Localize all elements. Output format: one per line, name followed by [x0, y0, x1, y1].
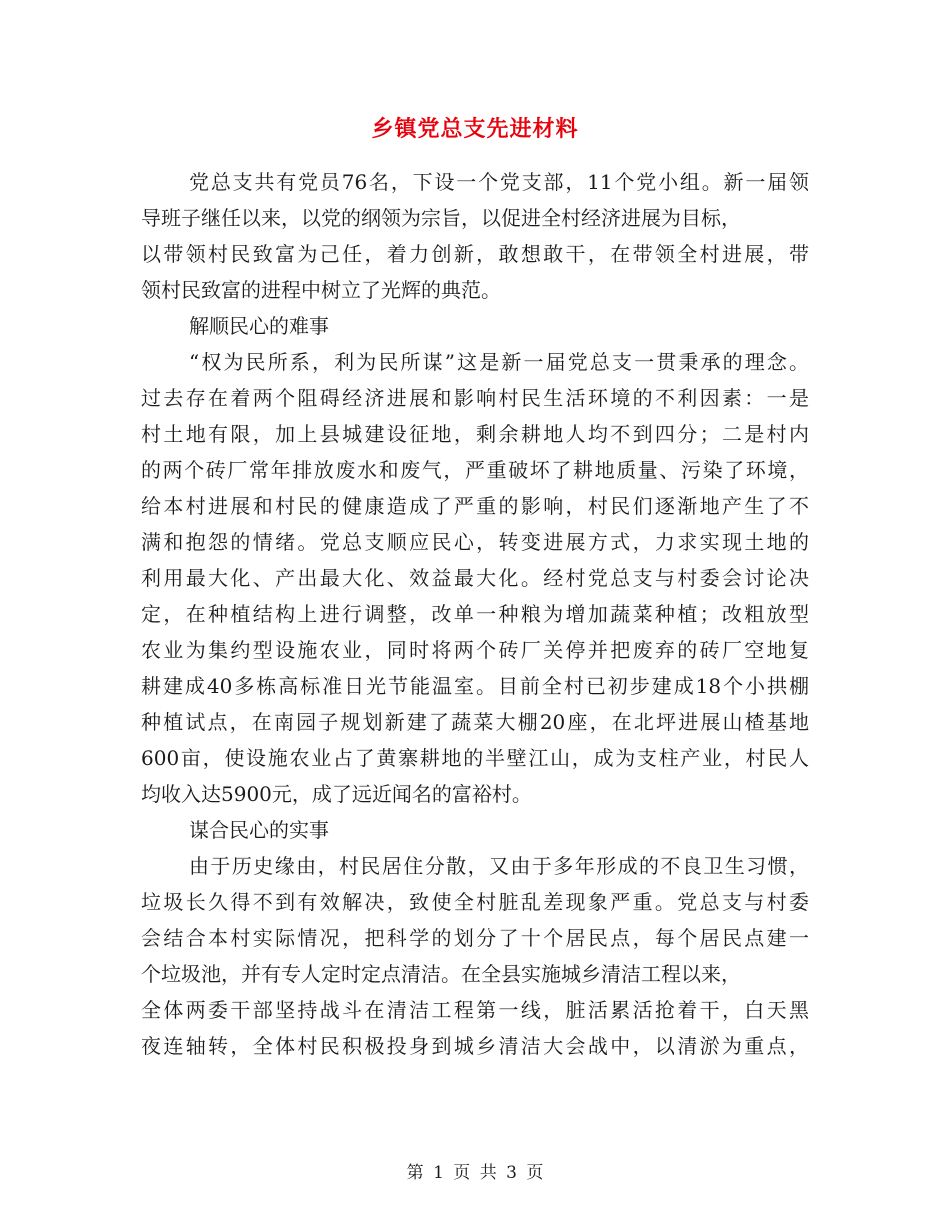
- body-text-line: 谋合民心的实事: [189, 818, 329, 842]
- body-text-line: 会结合本村实际情况，把科学的划分了十个居民点，每个居民点建一: [141, 926, 809, 950]
- body-text-line: 垃圾长久得不到有效解决，致使全村脏乱差现象严重。党总支与村委: [141, 890, 809, 914]
- body-text-line: 种植试点，在南园子规划新建了蔬菜大棚20座，在北坪进展山楂基地: [141, 710, 809, 734]
- body-text-line: 过去存在着两个阻碍经济进展和影响村民生活环境的不利因素：一是: [141, 386, 809, 410]
- body-text-line: 夜连轴转，全体村民积极投身到城乡清洁大会战中，以清淤为重点，: [141, 1034, 809, 1058]
- body-text-line: 农业为集约型设施农业，同时将两个砖厂关停并把废弃的砖厂空地复: [141, 638, 809, 662]
- body-text-line: 由于历史缘由，村民居住分散，又由于多年形成的不良卫生习惯，: [189, 854, 809, 878]
- body-text-line: 利用最大化、产出最大化、效益最大化。经村党总支与村委会讨论决: [141, 566, 809, 590]
- page-footer: 第 1 页 共 3 页: [406, 1163, 544, 1183]
- body-text-line: 领村民致富的进程中树立了光辉的典范。: [141, 278, 501, 302]
- document-title: 乡镇党总支先进材料: [371, 117, 579, 142]
- body-text-line: 党总支共有党员76名，下设一个党支部，11个党小组。新一届领: [189, 170, 809, 194]
- body-text-line: “权为民所系，利为民所谋”这是新一届党总支一贯秉承的理念。: [189, 350, 809, 374]
- body-text-line: 个垃圾池，并有专人定时定点清洁。在全县实施城乡清洁工程以来，: [141, 962, 741, 986]
- body-text-line: 均收入达5900元，成了远近闻名的富裕村。: [141, 782, 532, 806]
- body-text-line: 以带领村民致富为己任，着力创新，敢想敢干，在带领全村进展，带: [141, 242, 809, 266]
- body-text-line: 的两个砖厂常年排放废水和废气，严重破坏了耕地质量、污染了环境，: [141, 458, 809, 482]
- document-body: [141, 164, 809, 1064]
- body-text-line: 定，在种植结构上进行调整，改单一种粮为增加蔬菜种植；改粗放型: [141, 602, 809, 626]
- body-text-line: 村土地有限，加上县城建设征地，剩余耕地人均不到四分；二是村内: [141, 422, 809, 446]
- body-text-line: 满和抱怨的情绪。党总支顺应民心，转变进展方式，力求实现土地的: [141, 530, 809, 554]
- body-text-line: 全体两委干部坚持战斗在清洁工程第一线，脏活累活抢着干，白天黑: [141, 998, 809, 1022]
- body-text-line: 导班子继任以来，以党的纲领为宗旨，以促进全村经济进展为目标，: [141, 206, 741, 230]
- body-text-line: 耕建成40多栋高标准日光节能温室。目前全村已初步建成18个小拱棚: [141, 674, 809, 698]
- body-text-line: 600亩，使设施农业占了黄寨耕地的半壁江山，成为支柱产业，村民人: [141, 746, 809, 770]
- body-text-line: 给本村进展和村民的健康造成了严重的影响，村民们逐渐地产生了不: [141, 494, 809, 518]
- body-text-line: 解顺民心的难事: [189, 314, 329, 338]
